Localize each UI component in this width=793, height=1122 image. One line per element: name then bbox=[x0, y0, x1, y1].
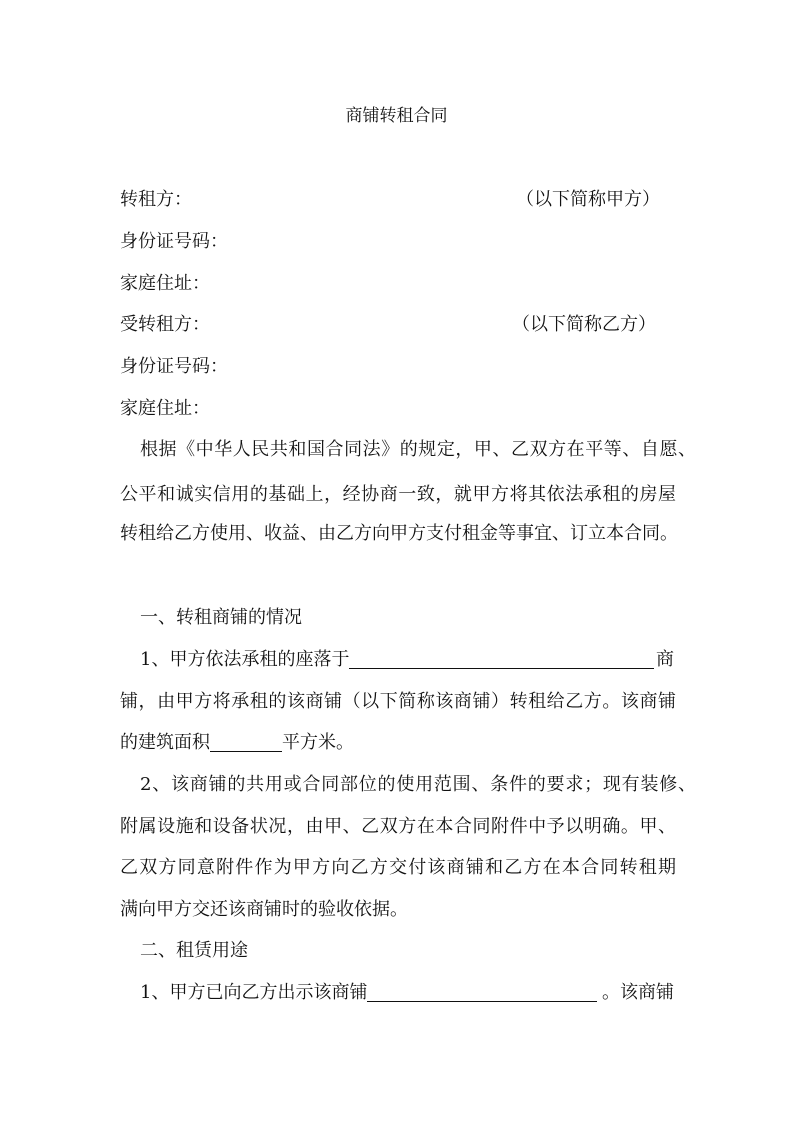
sublessee-note: （以下简称乙方） bbox=[512, 314, 656, 335]
document-title: 商铺转租合同 bbox=[345, 106, 448, 126]
section-1-item-2-line-4: 满向甲方交还该商铺时的验收依据。 bbox=[120, 899, 408, 920]
section-2-item-1-text-a: 1、甲方已向乙方出示该商铺 bbox=[140, 982, 368, 1003]
sublessee-id-line: 身份证号码： bbox=[120, 356, 228, 377]
sublessor-note: （以下简称甲方） bbox=[516, 189, 660, 210]
preamble-line-3: 转租给乙方使用、收益、由乙方向甲方支付租金等事宜、订立本合同。 bbox=[120, 523, 678, 544]
sublessee-line bbox=[120, 312, 676, 338]
preamble-line-2: 公平和诚实信用的基础上，经协商一致，就甲方将其依法承租的房屋 bbox=[120, 484, 676, 505]
document-blank bbox=[367, 981, 597, 1002]
section-1-item-2-line-3: 乙双方同意附件作为甲方向乙方交付该商铺和乙方在本合同转租期 bbox=[120, 857, 676, 878]
location-blank bbox=[349, 648, 654, 669]
sublessee-address-line: 家庭住址： bbox=[120, 398, 210, 419]
section-2-heading: 二、租赁用途 bbox=[140, 940, 248, 961]
section-1-item-1-line-3 bbox=[120, 730, 676, 756]
sublessor-id-line: 身份证号码： bbox=[120, 231, 228, 252]
item-1-text-a: 1、甲方依法承租的座落于 bbox=[140, 649, 350, 670]
sublessor-address-line: 家庭住址： bbox=[120, 273, 210, 294]
item-1-text-b: 商 bbox=[656, 649, 674, 670]
section-2-item-1-text-b: 。该商铺 bbox=[602, 982, 674, 1003]
section-1-item-1-line-1 bbox=[120, 647, 696, 673]
sublessor-label: 转租方： bbox=[120, 189, 192, 210]
section-1-item-2-line-1: 2、该商铺的共用或合同部位的使用范围、条件的要求；现有装修、 bbox=[140, 774, 696, 795]
preamble-line-1: 根据《中华人民共和国合同法》的规定，甲、乙双方在平等、自愿、 bbox=[140, 439, 696, 460]
item-1-text-c: 的建筑面积 bbox=[120, 732, 210, 753]
item-1-text-d: 平方米。 bbox=[282, 732, 354, 753]
section-1-item-1-line-2: 铺，由甲方将承租的该商铺（以下简称该商铺）转租给乙方。该商铺 bbox=[120, 691, 676, 712]
section-2-item-1-line-1 bbox=[120, 980, 696, 1006]
section-1-heading: 一、转租商铺的情况 bbox=[140, 607, 302, 628]
sublessor-line bbox=[120, 187, 676, 213]
area-blank bbox=[210, 731, 282, 752]
sublessee-label: 受转租方： bbox=[120, 314, 210, 335]
section-1-item-2-line-2: 附属设施和设备状况，由甲、乙双方在本合同附件中予以明确。甲、 bbox=[120, 816, 676, 837]
